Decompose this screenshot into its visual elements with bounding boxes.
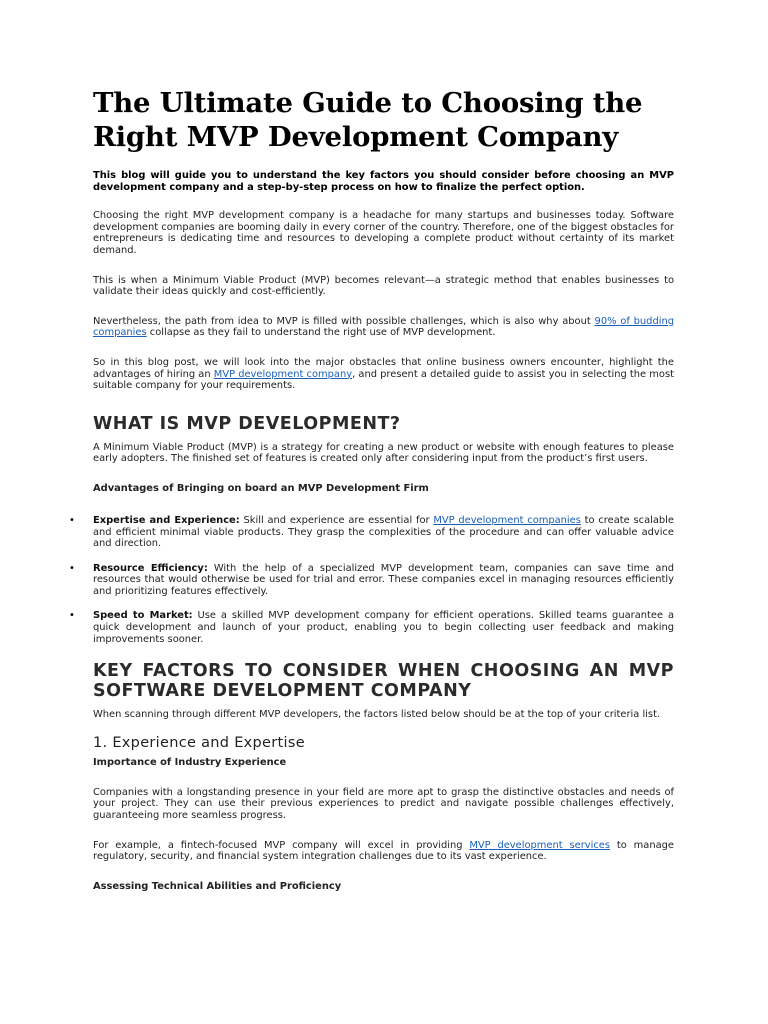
mvp-development-services-link[interactable]: MVP development services	[469, 839, 610, 851]
section-heading-what-is-mvp: WHAT IS MVP DEVELOPMENT?	[93, 413, 401, 434]
budding-companies-link[interactable]: 90% of budding companies	[93, 315, 674, 339]
experience-paragraph-2	[93, 840, 674, 863]
lead-paragraph: This blog will guide you to understand the key factors you should consider before choosing an MVP development company and a step-by-step process on how to finalize the perfect option.	[93, 170, 674, 193]
mvp-development-companies-link[interactable]: MVP development companies	[433, 514, 581, 526]
bullet-text	[93, 610, 674, 645]
intro-text: So in this blog post, we will look into the major obstacles that online business owners encounter, highlight the advantages of hiring an	[93, 356, 674, 380]
intro-paragraph-4	[93, 357, 674, 392]
bullet-body: Skill and experience are essential for	[239, 514, 434, 526]
industry-experience-subheading: Importance of Industry Experience	[93, 756, 287, 768]
section-heading-key-factors: KEY FACTORS TO CONSIDER WHEN CHOOSING AN MVP SOFTWARE DEVELOPMENT COMPANY	[93, 661, 674, 702]
bullet-body: Use a skilled MVP development company for efficient operations. Skilled teams guarantee a quick development and launch of your product, enabling you to begin collecting user feedback and making improvements sooner.	[93, 610, 674, 645]
advantages-list	[69, 514, 674, 645]
intro-text: Nevertheless, the path from idea to MVP is filled with possible challenges, which is also why about	[93, 315, 595, 327]
intro-text: , and present a detailed guide to assist you in selecting the most suitable company for your requirements.	[93, 368, 674, 392]
bullet-label: Speed to Market:	[93, 610, 193, 622]
bullet-text	[93, 515, 674, 550]
bullet-icon: •	[69, 610, 75, 622]
bullet-body: With the help of a specialized MVP development team, companies can save time and resources that would otherwise be used for trial and error. These companies excel in managing resources efficiently and prioritizing features effectively.	[93, 562, 674, 597]
section1-body: A Minimum Viable Product (MVP) is a strategy for creating a new product or website with enough features to please early adopters. The finished set of features is created only after considering input from the product’s first users.	[93, 441, 674, 465]
mvp-development-company-link[interactable]: MVP development company	[213, 368, 353, 380]
list-item	[69, 514, 674, 550]
bullet-label: Resource Efficiency:	[93, 562, 208, 574]
list-item	[69, 610, 674, 645]
bullet-body: to create scalable and efficient minimal viable products. They grasp the complexities of the procedure and can offer valuable advice and direction.	[93, 514, 674, 550]
technical-abilities-subheading: Assessing Technical Abilities and Proficiency	[93, 880, 342, 892]
experience-text: to manage regulatory, security, and financial system integration challenges due to its vast experience.	[93, 839, 674, 863]
page-title: The Ultimate Guide to Choosing the Right MVP Development Company	[93, 87, 643, 153]
intro-text: collapse as they fail to understand the right use of MVP development.	[146, 327, 496, 339]
section2-body: When scanning through different MVP developers, the factors listed below should be at the top of your criteria list.	[93, 709, 661, 721]
bullet-icon: •	[69, 562, 75, 574]
intro-paragraph-3	[93, 316, 674, 339]
bullet-label: Expertise and Experience:	[93, 514, 240, 526]
list-item	[69, 562, 674, 598]
bullet-icon: •	[69, 514, 75, 526]
experience-paragraph-1: Companies with a longstanding presence in your field are more apt to grasp the distinctive obstacles and needs of your project. They can use their previous experiences to predict and navigate possible challenges effectively, guaranteeing more seamless progress.	[93, 786, 674, 822]
intro-paragraph-2: This is when a Minimum Viable Product (MVP) becomes relevant—a strategic method that enables businesses to validate their ideas quickly and cost-efficiently.	[93, 274, 674, 298]
intro-paragraph-1: Choosing the right MVP development company is a headache for many startups and businesses today. Software development companies are booming daily in every corner of the country. Therefore, one of the biggest obstacles for entrepreneurs is dedicating time and resources to developing a complete product without certainty of its market demand.	[93, 210, 674, 256]
subsection-heading-experience: 1. Experience and Expertise	[93, 734, 305, 751]
advantages-subheading: Advantages of Bringing on board an MVP Development Firm	[93, 482, 429, 494]
experience-text: For example, a fintech-focused MVP company will excel in providing	[93, 839, 470, 851]
bullet-text	[93, 563, 674, 598]
